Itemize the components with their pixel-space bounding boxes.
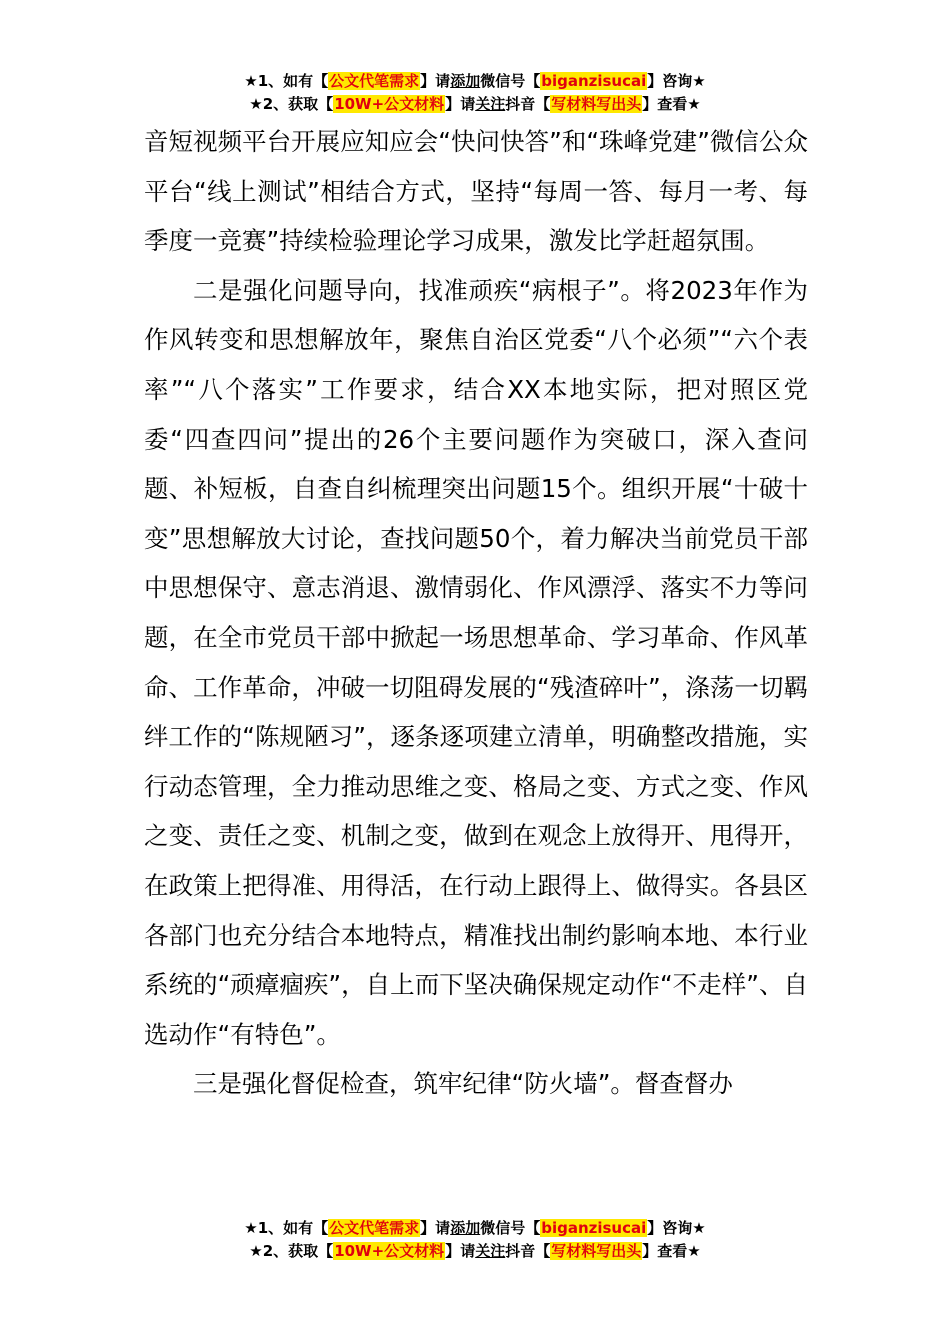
highlight-wechat-id: biganzisucai [541, 72, 647, 90]
highlight-service: 公文代笔需求 [329, 1219, 420, 1237]
highlight-materials: 10W+公文材料 [334, 95, 445, 113]
highlight-service: 公文代笔需求 [329, 72, 420, 90]
banner-line-1: ★1、如有【公文代笔需求】请添加微信号【biganzisucai】咨询★ [244, 72, 706, 90]
paragraph-continued: 音短视频平台开展应知应会“快问快答”和“珠峰党建”微信公众平台“线上测试”相结合方式，坚持“每周一答、每月一考、每季度一竞赛”持续检验理论学习成果，激发比学赶超氛围。 [144, 127, 808, 256]
highlight-wechat-id: biganzisucai [541, 1219, 647, 1237]
header-banner [0, 70, 950, 116]
paragraph-supervision: 三是强化督促检查，筑牢纪律“防火墙”。督查督办 [193, 1069, 733, 1099]
paragraph-problem-orientation: 二是强化问题导向，找准顽疾“病根子”。将2023年作为作风转变和思想解放年，聚焦自治区党委“八个必须”“六个表率”“八个落实”工作要求，结合XX本地实际，把对照区党委“四查四问”提出的26个主要问题作为突破口，深入查问题、补短板，自查自纠梳理突出问题15个。组织开展“十破十变”思想解放大讨论，查找问题50个，着力解决当前党员干部中思想保守、意志消退、激情弱化、作风漂浮、落实不力等问题，在全市党员干部中掀起一场思想革命、学习革命、作风革命、工作革命，冲破一切阻碍发展的“残渣碎叶”，涤荡一切羁绊工作的“陈规陋习”，逐条逐项建立清单，明确整改措施，实行动态管理，全力推动思维之变、格局之变、方式之变、作风之变、责任之变、机制之变，做到在观念上放得开、甩得开，在政策上把得准、用得活，在行动上跟得上、做得实。各县区各部门也充分结合本地特点，精准找出制约影响本地、本行业系统的“顽瘴痼疾”，自上而下坚决确保规定动作“不走样”、自选动作“有特色”。 [144, 275, 808, 1049]
highlight-douyin-account: 写材料写出头 [551, 95, 642, 113]
footer-banner [0, 1217, 950, 1263]
highlight-materials: 10W+公文材料 [334, 1242, 445, 1260]
highlight-douyin-account: 写材料写出头 [551, 1242, 642, 1260]
banner-line-2: ★2、获取【10W+公文材料】请关注抖音【写材料写出头】查看★ [249, 1242, 701, 1260]
document-body [144, 117, 808, 1109]
banner-line-1: ★1、如有【公文代笔需求】请添加微信号【biganzisucai】咨询★ [244, 1219, 706, 1237]
banner-line-2: ★2、获取【10W+公文材料】请关注抖音【写材料写出头】查看★ [249, 95, 701, 113]
